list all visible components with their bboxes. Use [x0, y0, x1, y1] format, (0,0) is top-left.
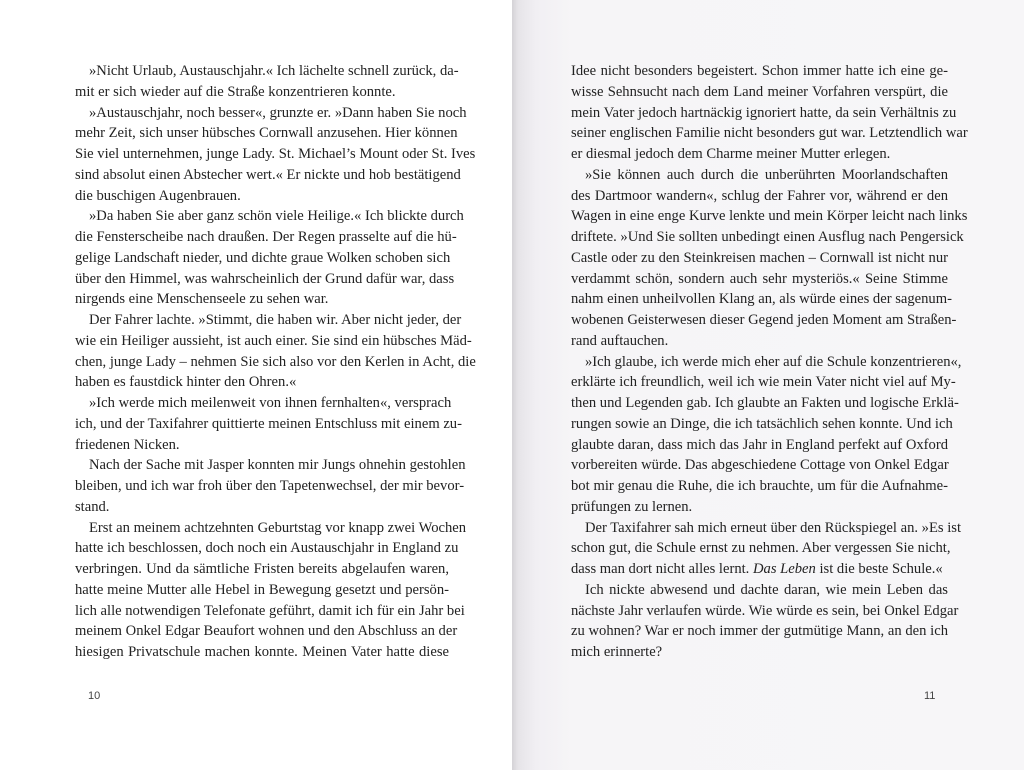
text-line: nächste Jahr verlaufen würde. Wie würde es sein, bei Onkel Edgar [571, 602, 959, 619]
text-line: mit er sich wieder auf die Straße konzentrieren konnte. [75, 83, 396, 100]
page-number-right: 11 [924, 690, 936, 702]
text-line: zu wohnen? War er noch immer der gutmütige Mann, an den ich [571, 623, 948, 640]
text-line: die buschigen Augenbrauen. [75, 187, 241, 204]
text-line: dass man dort nicht alles lernt. Das Leben ist die beste Schule.« [571, 561, 943, 577]
text-line: driftete. »Und Sie sollten unbedingt einen Ausflug nach Pengersick [571, 229, 964, 245]
text-line: Der Fahrer lachte. »Stimmt, die haben wir. Aber nicht jeder, der [89, 312, 462, 328]
text-line: nirgends eine Menschenseele zu sehen war. [75, 291, 329, 308]
text-line: ich, und der Taxifahrer quittierte meinen Entschluss mit einem zu- [75, 415, 462, 432]
text-line: hatte ich beschlossen, doch noch ein Austauschjahr in England zu [75, 540, 459, 557]
text-line: stand. [75, 498, 110, 515]
text-line: Wagen in eine enge Kurve lenkte und mein Körper leicht nach links [571, 208, 968, 225]
emphasis: Das Leben [752, 561, 816, 577]
text-line: »Nicht Urlaub, Austauschjahr.« Ich lächelte schnell zurück, da- [89, 63, 459, 79]
text-line: haben es faustdick hinter den Ohren.« [75, 374, 297, 391]
right-page [512, 0, 1024, 770]
text-line: sind absolut einen Abstecher wert.« Er nickte und hob bestätigend [75, 166, 461, 183]
text-line: Ich nickte abwesend und dachte daran, wie mein Leben das [585, 581, 948, 598]
text-line: »Austauschjahr, noch besser«, grunzte er. »Dann haben Sie noch [89, 104, 467, 121]
text-line: wie ein Heiliger aussieht, ist auch einer. Sie sind ein hübsches Mäd- [75, 332, 472, 349]
text-line: »Sie können auch durch die unberührten Moorlandschaften [585, 166, 948, 183]
text-line: rand auftauchen. [571, 332, 669, 349]
text-line: Sie viel unternehmen, junge Lady. St. Michael’s Mount oder St. Ives [75, 146, 476, 162]
text-line: hatte meine Mutter alle Hebel in Bewegung gesetzt und persön- [75, 581, 449, 598]
text-line: verdammt schön, sondern auch sehr mysteriös.« Seine Stimme [571, 270, 948, 287]
text-line: nahm einen unheilvollen Klang an, als würde eines der sagenum- [571, 291, 952, 308]
text-line: gelige Landschaft nieder, und dichte graue Wolken schoben sich [75, 249, 451, 266]
text-line: lich alle notwendigen Telefonate geführt, damit ich für ein Jahr bei [75, 602, 465, 619]
text-line: meinem Onkel Edgar Beaufort wohnen und den Abschluss an der [75, 623, 458, 640]
text-line: schon gut, die Schule ernst zu nehmen. Aber vergessen Sie nicht, [571, 540, 951, 557]
text-line: rungen sowie an Dinge, die ich tatsächlich sehen konnte. Und ich [571, 415, 953, 432]
text-line: über den Himmel, was wahrscheinlich der Grund dafür war, dass [75, 270, 455, 287]
text-line: wobenen Geisterwesen dieser Gegend jeden Moment am Straßen- [571, 312, 957, 328]
text-line: Castle oder zu den Steinkreisen machen – Cornwall ist nicht nur [571, 249, 948, 266]
text-line: »Ich werde mich meilenweit von ihnen fernhalten«, versprach [89, 395, 452, 411]
text-line: glaubte daran, dass mich das Jahr in England perfekt auf Oxford [571, 436, 948, 453]
text-line: Nach der Sache mit Jasper konnten mir Jungs ohnehin gestohlen [89, 457, 466, 474]
text-line: »Ich glaube, ich werde mich eher auf die Schule konzentrieren«, [585, 353, 962, 370]
text-line: verbringen. Und da sämtliche Fristen bereits abgelaufen waren, [75, 561, 449, 577]
text-line: prüfungen zu lernen. [571, 498, 693, 515]
text-line: wisse Sehnsucht nach dem Land meiner Vorfahren verspürt, die [571, 83, 948, 100]
right-page-text [571, 61, 968, 663]
text-line: erklärte ich freundlich, weil ich wie mein Vater nicht viel auf My- [571, 374, 956, 391]
left-page-text [75, 61, 476, 663]
text-line: chen, junge Lady – nehmen Sie sich also vor den Kerlen in Acht, die [75, 353, 476, 370]
text-line: hiesigen Privatschule machen konnte. Meinen Vater hatte diese [75, 644, 449, 660]
text-line: des Dartmoor wandern«, schlug der Fahrer vor, während er den [571, 187, 948, 204]
text-line: seiner englischen Familie nicht besonders gut war. Letztendlich war [571, 125, 968, 142]
text-line: mein Vater jedoch hartnäckig ignoriert hatte, da sein Verhältnis zu [571, 104, 957, 121]
text-line: bleiben, und ich war froh über den Tapetenwechsel, der mir bevor- [75, 478, 465, 494]
text-line: er diesmal jedoch dem Charme meiner Mutter erlegen. [571, 146, 891, 162]
text-line: »Da haben Sie aber ganz schön viele Heilige.« Ich blickte durch [89, 208, 464, 225]
page-number-left: 10 [88, 690, 101, 702]
text-line: vorbereiten würde. Das abgeschiedene Cottage von Onkel Edgar [571, 457, 949, 474]
text-line: Erst an meinem achtzehnten Geburtstag vor knapp zwei Wochen [89, 519, 467, 536]
text-line: then und Legenden gab. Ich glaubte an Fakten und logische Erklä- [571, 395, 959, 411]
text-line: Idee nicht besonders begeistert. Schon immer hatte ich eine ge- [571, 63, 948, 79]
text-line: friedenen Nicken. [75, 436, 180, 453]
text-line: mehr Zeit, sich unser hübsches Cornwall anzusehen. Hier können [75, 125, 458, 142]
text-line: die Fensterscheibe nach draußen. Der Regen prasselte auf die hü- [75, 229, 457, 245]
text-line: bot mir genau die Ruhe, die ich brauchte, um für die Aufnahme- [571, 478, 948, 494]
text-line: mich erinnerte? [571, 644, 663, 660]
text-line: Der Taxifahrer sah mich erneut über den Rückspiegel an. »Es ist [585, 519, 961, 536]
